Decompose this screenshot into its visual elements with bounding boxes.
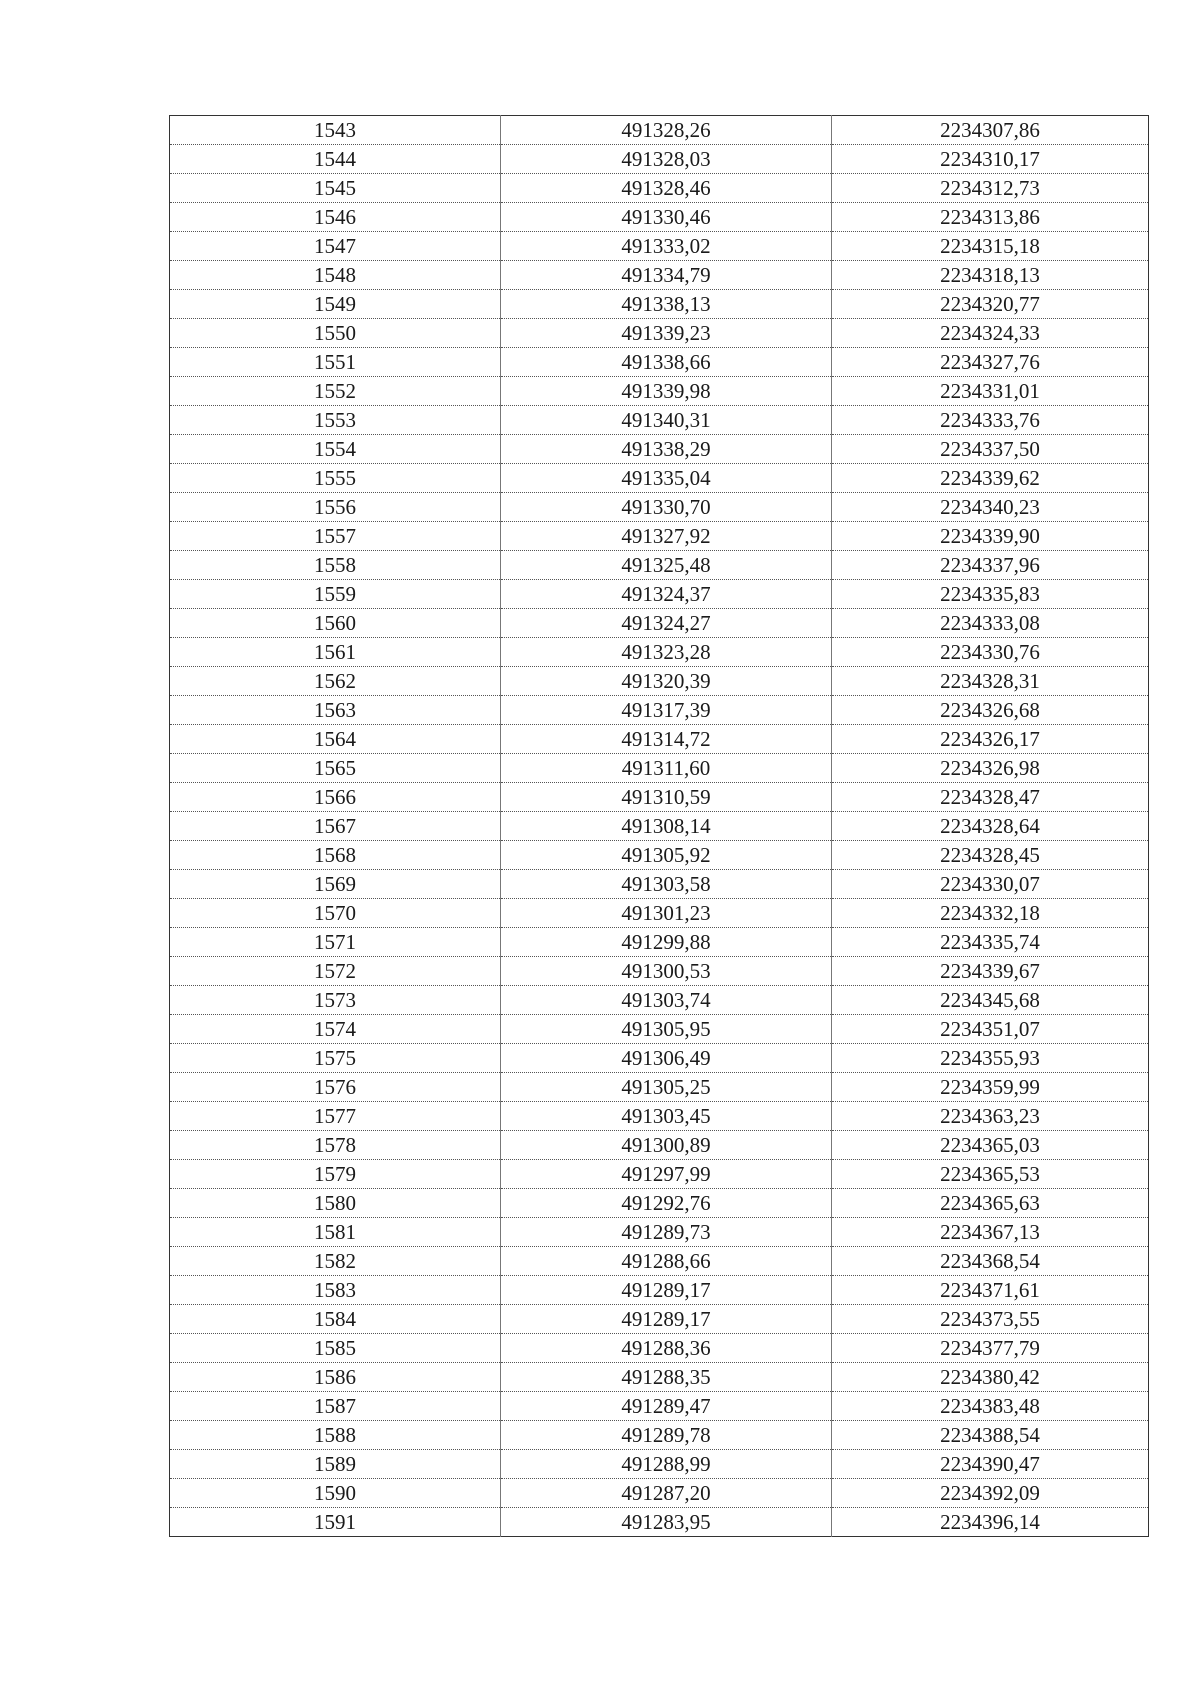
point-number-cell: 1572	[170, 957, 501, 986]
y-coordinate-cell: 2234335,74	[832, 928, 1149, 957]
y-coordinate-cell: 2234383,48	[832, 1392, 1149, 1421]
table-row	[170, 986, 1149, 1015]
table-row	[170, 696, 1149, 725]
x-coordinate-cell: 491288,36	[501, 1334, 832, 1363]
y-coordinate-cell: 2234333,76	[832, 406, 1149, 435]
point-number-cell: 1584	[170, 1305, 501, 1334]
y-coordinate-cell: 2234345,68	[832, 986, 1149, 1015]
table-row	[170, 116, 1149, 145]
x-coordinate-cell: 491289,47	[501, 1392, 832, 1421]
y-coordinate-cell: 2234339,90	[832, 522, 1149, 551]
y-coordinate-cell: 2234310,17	[832, 145, 1149, 174]
point-number-cell: 1571	[170, 928, 501, 957]
y-coordinate-cell: 2234373,55	[832, 1305, 1149, 1334]
y-coordinate-cell: 2234318,13	[832, 261, 1149, 290]
point-number-cell: 1573	[170, 986, 501, 1015]
table-row	[170, 1276, 1149, 1305]
table-row	[170, 1189, 1149, 1218]
y-coordinate-cell: 2234335,83	[832, 580, 1149, 609]
table-row	[170, 725, 1149, 754]
table-row	[170, 1334, 1149, 1363]
table-row	[170, 899, 1149, 928]
point-number-cell: 1563	[170, 696, 501, 725]
y-coordinate-cell: 2234333,08	[832, 609, 1149, 638]
table-row	[170, 609, 1149, 638]
table-row	[170, 406, 1149, 435]
point-number-cell: 1577	[170, 1102, 501, 1131]
point-number-cell: 1565	[170, 754, 501, 783]
x-coordinate-cell: 491339,23	[501, 319, 832, 348]
point-number-cell: 1550	[170, 319, 501, 348]
point-number-cell: 1543	[170, 116, 501, 145]
table-row	[170, 145, 1149, 174]
point-number-cell: 1570	[170, 899, 501, 928]
x-coordinate-cell: 491328,26	[501, 116, 832, 145]
table-row	[170, 1247, 1149, 1276]
table-row	[170, 1102, 1149, 1131]
y-coordinate-cell: 2234326,68	[832, 696, 1149, 725]
coordinates-table-body	[170, 116, 1149, 1537]
x-coordinate-cell: 491330,46	[501, 203, 832, 232]
point-number-cell: 1561	[170, 638, 501, 667]
y-coordinate-cell: 2234367,13	[832, 1218, 1149, 1247]
x-coordinate-cell: 491288,35	[501, 1363, 832, 1392]
point-number-cell: 1551	[170, 348, 501, 377]
point-number-cell: 1556	[170, 493, 501, 522]
point-number-cell: 1575	[170, 1044, 501, 1073]
x-coordinate-cell: 491323,28	[501, 638, 832, 667]
x-coordinate-cell: 491325,48	[501, 551, 832, 580]
point-number-cell: 1546	[170, 203, 501, 232]
x-coordinate-cell: 491300,53	[501, 957, 832, 986]
table-row	[170, 1015, 1149, 1044]
y-coordinate-cell: 2234330,07	[832, 870, 1149, 899]
x-coordinate-cell: 491340,31	[501, 406, 832, 435]
x-coordinate-cell: 491334,79	[501, 261, 832, 290]
y-coordinate-cell: 2234339,67	[832, 957, 1149, 986]
table-row	[170, 841, 1149, 870]
x-coordinate-cell: 491283,95	[501, 1508, 832, 1537]
y-coordinate-cell: 2234328,45	[832, 841, 1149, 870]
y-coordinate-cell: 2234324,33	[832, 319, 1149, 348]
y-coordinate-cell: 2234368,54	[832, 1247, 1149, 1276]
x-coordinate-cell: 491289,78	[501, 1421, 832, 1450]
x-coordinate-cell: 491310,59	[501, 783, 832, 812]
table-row	[170, 928, 1149, 957]
point-number-cell: 1553	[170, 406, 501, 435]
table-row	[170, 1363, 1149, 1392]
x-coordinate-cell: 491328,03	[501, 145, 832, 174]
x-coordinate-cell: 491330,70	[501, 493, 832, 522]
x-coordinate-cell: 491305,92	[501, 841, 832, 870]
x-coordinate-cell: 491289,17	[501, 1276, 832, 1305]
y-coordinate-cell: 2234330,76	[832, 638, 1149, 667]
point-number-cell: 1548	[170, 261, 501, 290]
x-coordinate-cell: 491324,37	[501, 580, 832, 609]
table-row	[170, 1305, 1149, 1334]
table-row	[170, 174, 1149, 203]
x-coordinate-cell: 491305,25	[501, 1073, 832, 1102]
y-coordinate-cell: 2234312,73	[832, 174, 1149, 203]
point-number-cell: 1578	[170, 1131, 501, 1160]
point-number-cell: 1567	[170, 812, 501, 841]
table-row	[170, 464, 1149, 493]
table-row	[170, 1131, 1149, 1160]
y-coordinate-cell: 2234320,77	[832, 290, 1149, 319]
point-number-cell: 1579	[170, 1160, 501, 1189]
y-coordinate-cell: 2234332,18	[832, 899, 1149, 928]
point-number-cell: 1582	[170, 1247, 501, 1276]
y-coordinate-cell: 2234307,86	[832, 116, 1149, 145]
point-number-cell: 1554	[170, 435, 501, 464]
coordinates-table	[169, 115, 1149, 1537]
x-coordinate-cell: 491324,27	[501, 609, 832, 638]
y-coordinate-cell: 2234328,31	[832, 667, 1149, 696]
point-number-cell: 1549	[170, 290, 501, 319]
point-number-cell: 1544	[170, 145, 501, 174]
table-row	[170, 1073, 1149, 1102]
y-coordinate-cell: 2234326,17	[832, 725, 1149, 754]
x-coordinate-cell: 491288,99	[501, 1450, 832, 1479]
x-coordinate-cell: 491303,74	[501, 986, 832, 1015]
table-row	[170, 348, 1149, 377]
y-coordinate-cell: 2234328,47	[832, 783, 1149, 812]
x-coordinate-cell: 491320,39	[501, 667, 832, 696]
point-number-cell: 1557	[170, 522, 501, 551]
table-row	[170, 1392, 1149, 1421]
y-coordinate-cell: 2234363,23	[832, 1102, 1149, 1131]
x-coordinate-cell: 491297,99	[501, 1160, 832, 1189]
point-number-cell: 1569	[170, 870, 501, 899]
y-coordinate-cell: 2234315,18	[832, 232, 1149, 261]
x-coordinate-cell: 491299,88	[501, 928, 832, 957]
point-number-cell: 1559	[170, 580, 501, 609]
y-coordinate-cell: 2234380,42	[832, 1363, 1149, 1392]
point-number-cell: 1560	[170, 609, 501, 638]
y-coordinate-cell: 2234396,14	[832, 1508, 1149, 1537]
x-coordinate-cell: 491306,49	[501, 1044, 832, 1073]
y-coordinate-cell: 2234327,76	[832, 348, 1149, 377]
x-coordinate-cell: 491314,72	[501, 725, 832, 754]
point-number-cell: 1588	[170, 1421, 501, 1450]
point-number-cell: 1568	[170, 841, 501, 870]
point-number-cell: 1558	[170, 551, 501, 580]
x-coordinate-cell: 491338,29	[501, 435, 832, 464]
table-row	[170, 667, 1149, 696]
table-row	[170, 1479, 1149, 1508]
table-row	[170, 261, 1149, 290]
x-coordinate-cell: 491328,46	[501, 174, 832, 203]
x-coordinate-cell: 491311,60	[501, 754, 832, 783]
table-row	[170, 1044, 1149, 1073]
y-coordinate-cell: 2234388,54	[832, 1421, 1149, 1450]
y-coordinate-cell: 2234365,63	[832, 1189, 1149, 1218]
y-coordinate-cell: 2234337,50	[832, 435, 1149, 464]
point-number-cell: 1583	[170, 1276, 501, 1305]
y-coordinate-cell: 2234355,93	[832, 1044, 1149, 1073]
x-coordinate-cell: 491308,14	[501, 812, 832, 841]
y-coordinate-cell: 2234359,99	[832, 1073, 1149, 1102]
table-row	[170, 1508, 1149, 1537]
table-row	[170, 754, 1149, 783]
table-row	[170, 493, 1149, 522]
point-number-cell: 1590	[170, 1479, 501, 1508]
table-row	[170, 232, 1149, 261]
point-number-cell: 1589	[170, 1450, 501, 1479]
point-number-cell: 1562	[170, 667, 501, 696]
point-number-cell: 1566	[170, 783, 501, 812]
x-coordinate-cell: 491305,95	[501, 1015, 832, 1044]
y-coordinate-cell: 2234328,64	[832, 812, 1149, 841]
point-number-cell: 1580	[170, 1189, 501, 1218]
y-coordinate-cell: 2234340,23	[832, 493, 1149, 522]
y-coordinate-cell: 2234339,62	[832, 464, 1149, 493]
x-coordinate-cell: 491335,04	[501, 464, 832, 493]
y-coordinate-cell: 2234365,03	[832, 1131, 1149, 1160]
table-row	[170, 435, 1149, 464]
table-row	[170, 580, 1149, 609]
table-row	[170, 203, 1149, 232]
x-coordinate-cell: 491300,89	[501, 1131, 832, 1160]
y-coordinate-cell: 2234331,01	[832, 377, 1149, 406]
table-row	[170, 638, 1149, 667]
x-coordinate-cell: 491289,73	[501, 1218, 832, 1247]
x-coordinate-cell: 491338,66	[501, 348, 832, 377]
y-coordinate-cell: 2234351,07	[832, 1015, 1149, 1044]
point-number-cell: 1555	[170, 464, 501, 493]
table-row	[170, 1218, 1149, 1247]
x-coordinate-cell: 491292,76	[501, 1189, 832, 1218]
x-coordinate-cell: 491327,92	[501, 522, 832, 551]
y-coordinate-cell: 2234392,09	[832, 1479, 1149, 1508]
point-number-cell: 1545	[170, 174, 501, 203]
table-row	[170, 377, 1149, 406]
x-coordinate-cell: 491317,39	[501, 696, 832, 725]
table-row	[170, 551, 1149, 580]
y-coordinate-cell: 2234313,86	[832, 203, 1149, 232]
point-number-cell: 1552	[170, 377, 501, 406]
x-coordinate-cell: 491338,13	[501, 290, 832, 319]
x-coordinate-cell: 491289,17	[501, 1305, 832, 1334]
table-row	[170, 1450, 1149, 1479]
y-coordinate-cell: 2234365,53	[832, 1160, 1149, 1189]
point-number-cell: 1591	[314, 1510, 356, 1534]
x-coordinate-cell: 491288,66	[501, 1247, 832, 1276]
table-row	[170, 1160, 1149, 1189]
point-number-cell: 1547	[170, 232, 501, 261]
table-row	[170, 957, 1149, 986]
table-row	[170, 1421, 1149, 1450]
x-coordinate-cell: 491287,20	[501, 1479, 832, 1508]
point-number-cell: 1586	[170, 1363, 501, 1392]
y-coordinate-cell: 2234377,79	[832, 1334, 1149, 1363]
point-number-cell: 1564	[170, 725, 501, 754]
point-number-cell: 1587	[170, 1392, 501, 1421]
table-row	[170, 290, 1149, 319]
y-coordinate-cell: 2234326,98	[832, 754, 1149, 783]
point-number-cell: 1574	[170, 1015, 501, 1044]
x-coordinate-cell: 491339,98	[501, 377, 832, 406]
x-coordinate-cell: 491303,45	[501, 1102, 832, 1131]
table-row	[170, 319, 1149, 348]
table-row	[170, 812, 1149, 841]
point-number-cell: 1585	[170, 1334, 501, 1363]
y-coordinate-cell: 2234371,61	[832, 1276, 1149, 1305]
table-row	[170, 870, 1149, 899]
x-coordinate-cell: 491301,23	[501, 899, 832, 928]
y-coordinate-cell: 2234337,96	[832, 551, 1149, 580]
x-coordinate-cell: 491333,02	[501, 232, 832, 261]
point-number-cell: 1576	[170, 1073, 501, 1102]
table-row	[170, 522, 1149, 551]
x-coordinate-cell: 491303,58	[501, 870, 832, 899]
y-coordinate-cell: 2234390,47	[832, 1450, 1149, 1479]
point-number-cell: 1581	[170, 1218, 501, 1247]
table-row	[170, 783, 1149, 812]
